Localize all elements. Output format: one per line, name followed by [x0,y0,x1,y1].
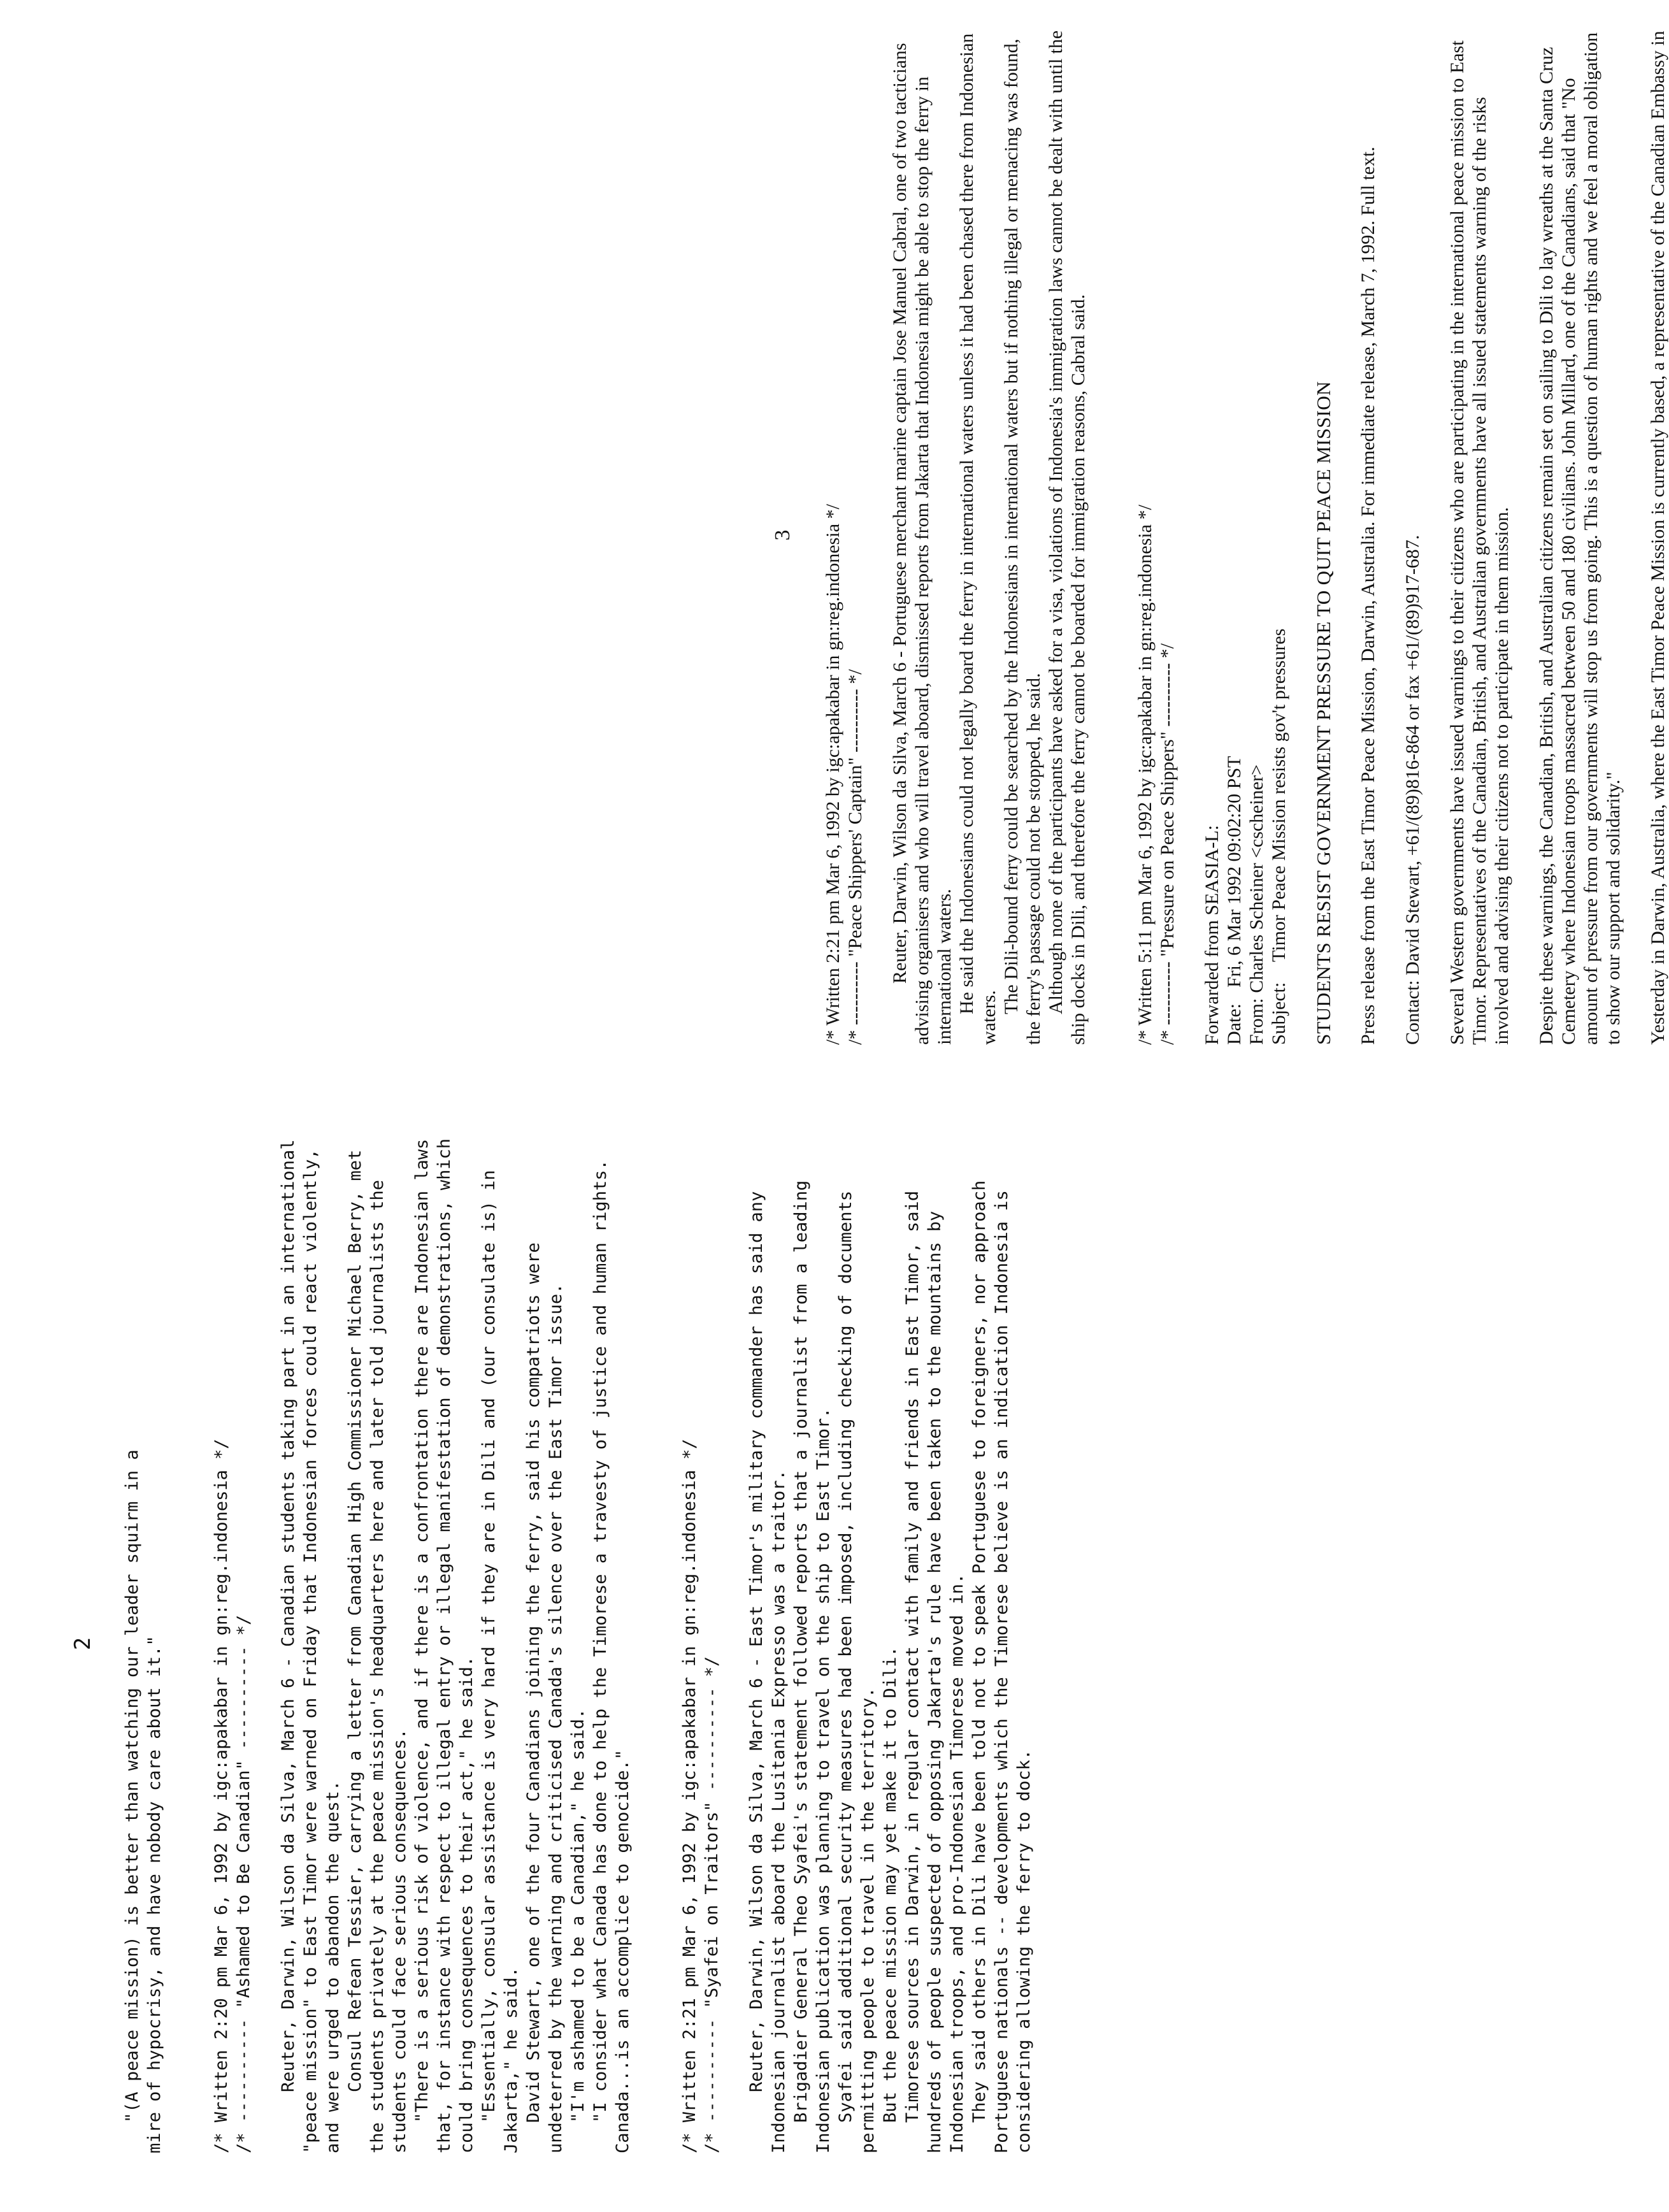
press-release-headline: STUDENTS RESIST GOVERNMENT PRESSURE TO QUIT PEACE MISSION [1312,381,1335,1045]
page-3 [764,13,1668,1058]
article-header: /* Written 2:21 pm Mar 6, 1992 by igc:apakabar in gn:reg.indonesia */ [822,504,843,1045]
lead-line: mire of hypocrisy, and have nobody care about it." [145,1635,164,2153]
article-paragraph: They said others in Dili have been told not to speak Portuguese to foreigners, nor approach Portuguese nationals -- developments which the Timorese believe is an indication Indonesia is considering allowing the ferry to dock. [970,1180,1034,2153]
article-paragraph: Several Western governments have issued warnings to their citizens who are participating in the international peace mission to East Timor. Representatives of the Canadian, British, and Australian governments have all issued statements warning of the risks involved and advising their citizens not to participate in them mission. [1447,40,1512,1045]
article-paragraph: But the peace mission may yet make it to Dili. [880,1646,900,2123]
subject-label: Subject: [1268,982,1289,1045]
article-paragraph: He said the Indonesians could not legally board the ferry in international waters unless it had been chased there from Indonesian waters. [956,33,999,1045]
article-paragraph: Syafei said additional security measures had been imposed, including checking of documents permitting people to travel in the territory. [836,1191,878,2153]
article-paragraph: "There is a serious risk of violence, and if there is a confrontation there are Indonesian laws that, for instance with respect to illegal entry or illegal manifestation of demonstrations, which could bring consequences to their act," he said. [412,1138,476,2153]
article-header: /* Written 2:20 pm Mar 6, 1992 by igc:apakabar in gn:reg.indonesia */ [211,1439,231,2153]
article-title: /* ---------- "Ashamed to Be Canadian" ---------- */ [234,1614,254,2153]
page-3-column [822,25,1669,1045]
forwarded-line: Forwarded from SEASIA-L: [1201,825,1222,1045]
email-from-row [1245,25,1268,1045]
page-number: 3 [771,529,794,541]
date-value: Fri, 6 Mar 1992 09:02:20 PST [1224,756,1245,988]
article-paragraph: Press release from the East Timor Peace Mission, Darwin, Australia. For immediate release, March 7, 1992. Full text. [1357,147,1379,1045]
date-label: Date: [1224,1003,1245,1045]
page-2-column [121,1134,1035,2153]
email-subject-row [1268,25,1290,1045]
article-paragraph: David Stewart, one of the four Canadians joining the ferry, said his compatriots were undeterred by the warning and criticised Canada's silence over the East Timor issue. [524,1242,566,2153]
article-paragraph: The Dili-bound ferry could be searched by the Indonesians in international waters but if nothing illegal or menacing was found, the ferry's passage could not be stopped, he said. [1001,38,1044,1045]
article-paragraph: Reuter, Darwin, Wilson da Silva, March 6 - Portuguese merchant marine captain Jose Manuel Cabral, one of two tacticians advising organisers and who will travel aboard, dismissed reports from Jakarta that Indonesia might be able to stop the ferry in international waters. [889,43,955,1045]
article-header: /* Written 2:21 pm Mar 6, 1992 by igc:apakabar in gn:reg.indonesia */ [680,1439,699,2153]
article-title: /* ---------- "Syafei on Traitors" ---------- */ [702,1656,722,2153]
article-paragraph: "I consider what Canada has done to help the Timorese a travesty of justice and human rights. Canada...is an accomplice to genocide." [591,1160,633,2153]
page-number: 2 [70,1637,96,1651]
from-label: From: [1246,998,1267,1045]
article-paragraph: Brigadier General Theo Syafei's statement followed reports that a journalist from a leading Indonesian publication was planning to travel on the ship to East Timor. [791,1180,833,2153]
article-paragraph: Despite these warnings, the Canadian, British, and Australian citizens remain set on sailing to Dili to lay wreaths at the Santa Cruz Cemetery where Indonesian troops massacred between 50 and 180 civilians. John Millard, one of the Canadians, said that "No amount of pressure from our governments will stop us from going. This is a question of human rights and we feel a moral obligation to show our support and solidarity." [1536,32,1624,1045]
article-paragraph: Timorese sources in Darwin, in regular contact with family and friends in East Timor, said hundreds of people suspected of opposing Jakarta's rule have been taken to the mountains by Indonesian troops, and pro-Indonesian Timorese moved in. [903,1191,967,2153]
article-paragraph: "I'm ashamed to be a Canadian," he said. [568,1708,588,2123]
email-date-row [1223,25,1245,1045]
article-paragraph: Reuter, Darwin, Wilson da Silva, March 6 - East Timor's military commander has said any Indonesian journalist aboard the Lusitania Expresso was a traitor. [747,1191,789,2153]
article-paragraph: Reuter, Darwin, Wilson da Silva, March 6 - Canadian students taking part in an international "peace mission" to East Timor were warned on Friday that Indonesian forces could react violently, and were urged to abandon the quest. [278,1139,343,2153]
article-paragraph: "Essentially, consular assistance is very hard if they are in Dili and (our consulate is) in Jakarta," he said. [479,1170,521,2153]
article-title: /* ---------- "Peace Shippers' Captain" ---------- */ [845,669,866,1045]
lead-line: "(A peace mission) is better than watching our leader squirm in a [122,1449,142,2123]
article-paragraph: Consul Refean Tessier, carrying a letter from Canadian High Commissioner Michael Berry, met the students privately at the peace mission's headquarters here and later told journalists the students could face serious consequences. [345,1149,410,2153]
article-paragraph: Although none of the participants have asked for a visa, violations of Indonesia's immigration laws cannot be dealt with until the ship docks in Dili, and therefore the ferry cannot be boarded for immigration reasons, Cabral said. [1045,30,1089,1045]
article-paragraph: Yesterday in Darwin, Australia, where the East Timor Peace Mission is currently based, a representative of the Canadian Embassy in [1647,31,1668,1045]
contact-line: Contact: David Stewart, +61/(89)816-864 or fax +61/(89)917-687. [1402,535,1423,1045]
subject-value: Timor Peace Mission resists gov't pressures [1268,628,1289,962]
page-2 [64,1121,1034,2166]
article-title: /* ---------- "Pressure on Peace Shippers" ---------- */ [1157,643,1178,1045]
article-header: /* Written 5:11 pm Mar 6, 1992 by igc:apakabar in gn:reg.indonesia */ [1135,505,1156,1045]
from-value: Charles Scheiner <cscheiner> [1246,764,1267,993]
